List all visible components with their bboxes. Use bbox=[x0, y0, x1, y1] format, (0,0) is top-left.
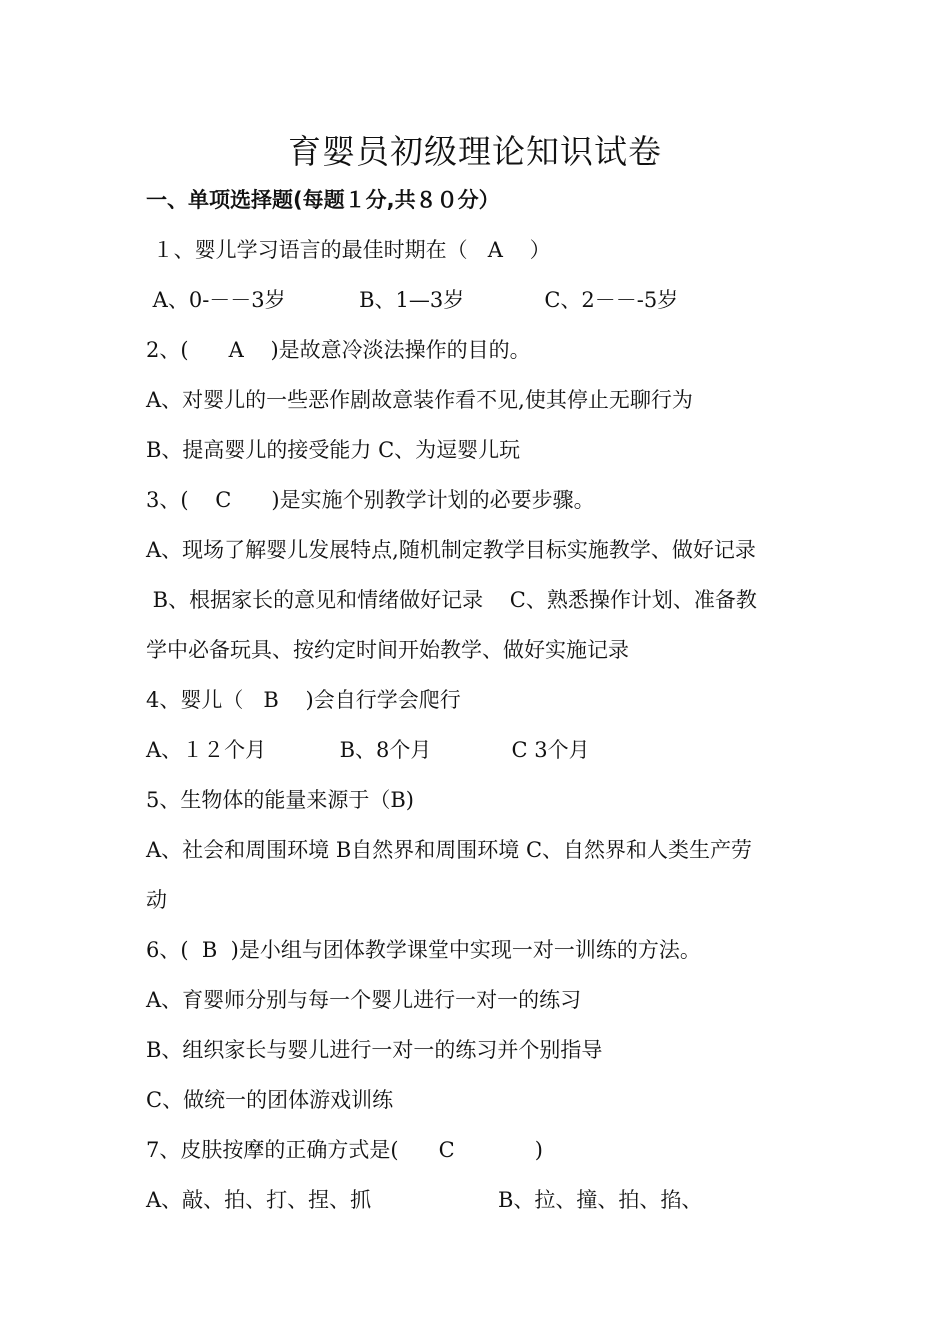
question-2: 2、( A )是故意冷淡法操作的目的。 bbox=[146, 338, 531, 362]
question-3-option-a: A、现场了解婴儿发展特点,随机制定教学目标实施教学、做好记录 bbox=[146, 538, 756, 562]
question-6: 6、( B )是小组与团体教学课堂中实现一对一训练的方法。 bbox=[146, 938, 701, 962]
question-3-option-c-cont: 学中必备玩具、按约定时间开始教学、做好实施记录 bbox=[146, 638, 629, 662]
question-7: 7、皮肤按摩的正确方式是( C ) bbox=[146, 1138, 543, 1162]
section-heading: 一、单项选择题(每题１分,共８０分） bbox=[146, 188, 500, 212]
question-6-option-b: B、组织家长与婴儿进行一对一的练习并个别指导 bbox=[146, 1038, 603, 1062]
question-2-option-a: A、对婴儿的一些恶作剧故意装作看不见,使其停止无聊行为 bbox=[146, 388, 693, 412]
document-title: 育婴员初级理论知识试卷 bbox=[288, 132, 662, 171]
question-3: 3、( C )是实施个别教学计划的必要步骤。 bbox=[146, 488, 595, 512]
question-7-options: A、敲、拍、打、捏、抓 B、拉、撞、拍、掐、 bbox=[146, 1188, 703, 1212]
question-1-options: A、0-－－3岁 B、1—3岁 C、2－－-5岁 bbox=[146, 288, 679, 312]
question-5-options-cont: 动 bbox=[146, 888, 167, 912]
question-2-option-bc: B、提高婴儿的接受能力 C、为逗婴儿玩 bbox=[146, 438, 521, 462]
question-6-option-a: A、育婴师分别与每一个婴儿进行一对一的练习 bbox=[146, 988, 582, 1012]
question-1: １、婴儿学习语言的最佳时期在（ A ） bbox=[146, 238, 551, 262]
question-4-options: A、１２个月 B、8个月 C 3个月 bbox=[146, 738, 590, 762]
question-5: 5、生物体的能量来源于（B) bbox=[146, 788, 414, 812]
question-4: 4、婴儿（ B )会自行学会爬行 bbox=[146, 688, 461, 712]
question-3-option-bc: B、根据家长的意见和情绪做好记录 C、熟悉操作计划、准备教 bbox=[146, 588, 757, 612]
question-6-option-c: C、做统一的团体游戏训练 bbox=[146, 1088, 394, 1112]
question-5-options: A、社会和周围环境 B自然界和周围环境 C、自然界和人类生产劳 bbox=[146, 838, 753, 862]
